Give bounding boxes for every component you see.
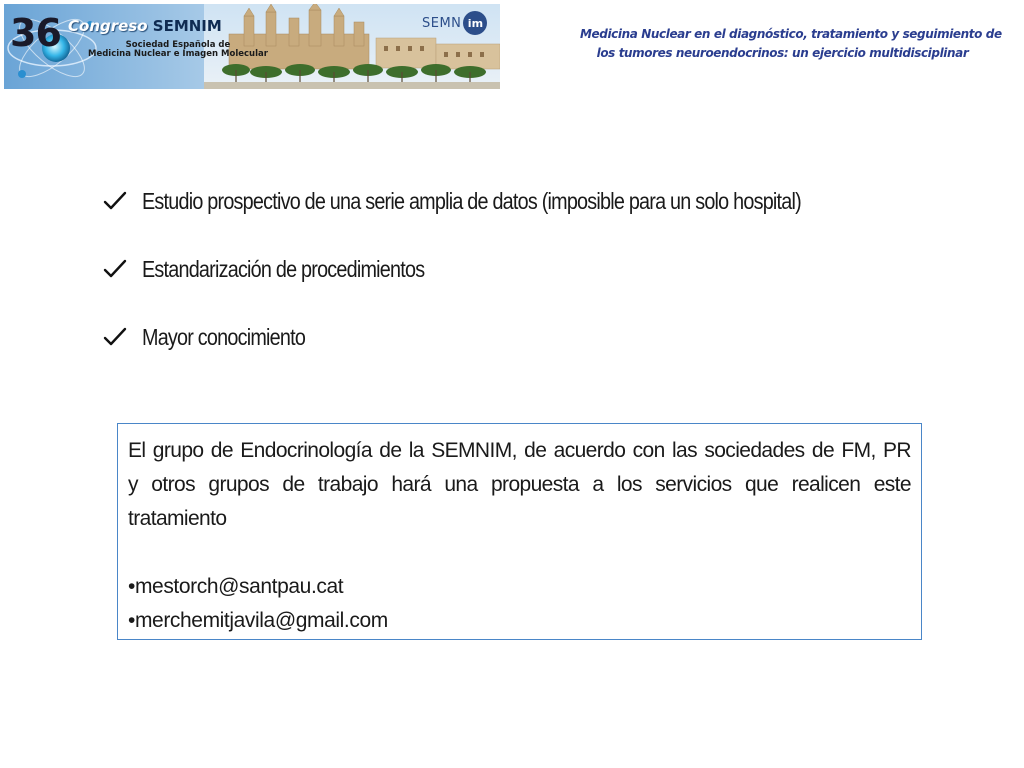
- benefits-checklist: [102, 180, 908, 384]
- banner-society-line1: Sociedad Española de: [125, 40, 231, 50]
- banner-society-line2: Medicina Nuclear e Imagen Molecular: [88, 48, 268, 59]
- checklist-item: [102, 248, 908, 290]
- banner-congreso-word: Congreso: [68, 17, 148, 35]
- checkmark-icon: [102, 325, 128, 349]
- banner-congress-number: 36: [10, 11, 61, 55]
- banner-society-name: [88, 41, 268, 59]
- info-spacer: [128, 536, 911, 570]
- header-title-line1: Medicina Nuclear en el diagnóstico, tratamiento y seguimiento de: [580, 27, 1002, 41]
- checklist-item-text: Mayor conocimiento: [142, 323, 306, 350]
- checkmark-icon: [102, 189, 128, 213]
- banner-congress-title: [68, 19, 222, 34]
- checklist-item-text: Estandarización de procedimientos: [142, 255, 425, 282]
- semnim-logo: [422, 10, 487, 36]
- contact-email: •merchemitjavila@gmail.com: [128, 609, 388, 632]
- checklist-item-text: Estudio prospectivo de una serie amplia de datos (imposible para un solo hospital): [142, 187, 801, 214]
- info-box: [117, 423, 922, 640]
- info-paragraph: El grupo de Endocrinología de la SEMNIM, de acuerdo con las sociedades de FM, PR y otros grupos de trabajo hará una propuesta a los servicios que realicen este tratamiento: [128, 439, 911, 530]
- checkmark-icon: [102, 257, 128, 281]
- congress-banner: [4, 4, 500, 89]
- checklist-item: [102, 316, 908, 358]
- checklist-item: [102, 180, 908, 222]
- semnim-logo-badge: im: [463, 11, 487, 35]
- slide-header-title: [580, 25, 1002, 63]
- contact-email: •mestorch@santpau.cat: [128, 575, 344, 598]
- header-title-line2: los tumores neuroendocrinos: un ejercicio multidisciplinar: [596, 46, 969, 60]
- semnim-logo-text: SEMN: [422, 15, 462, 31]
- banner-org-name: SEMNIM: [152, 17, 222, 35]
